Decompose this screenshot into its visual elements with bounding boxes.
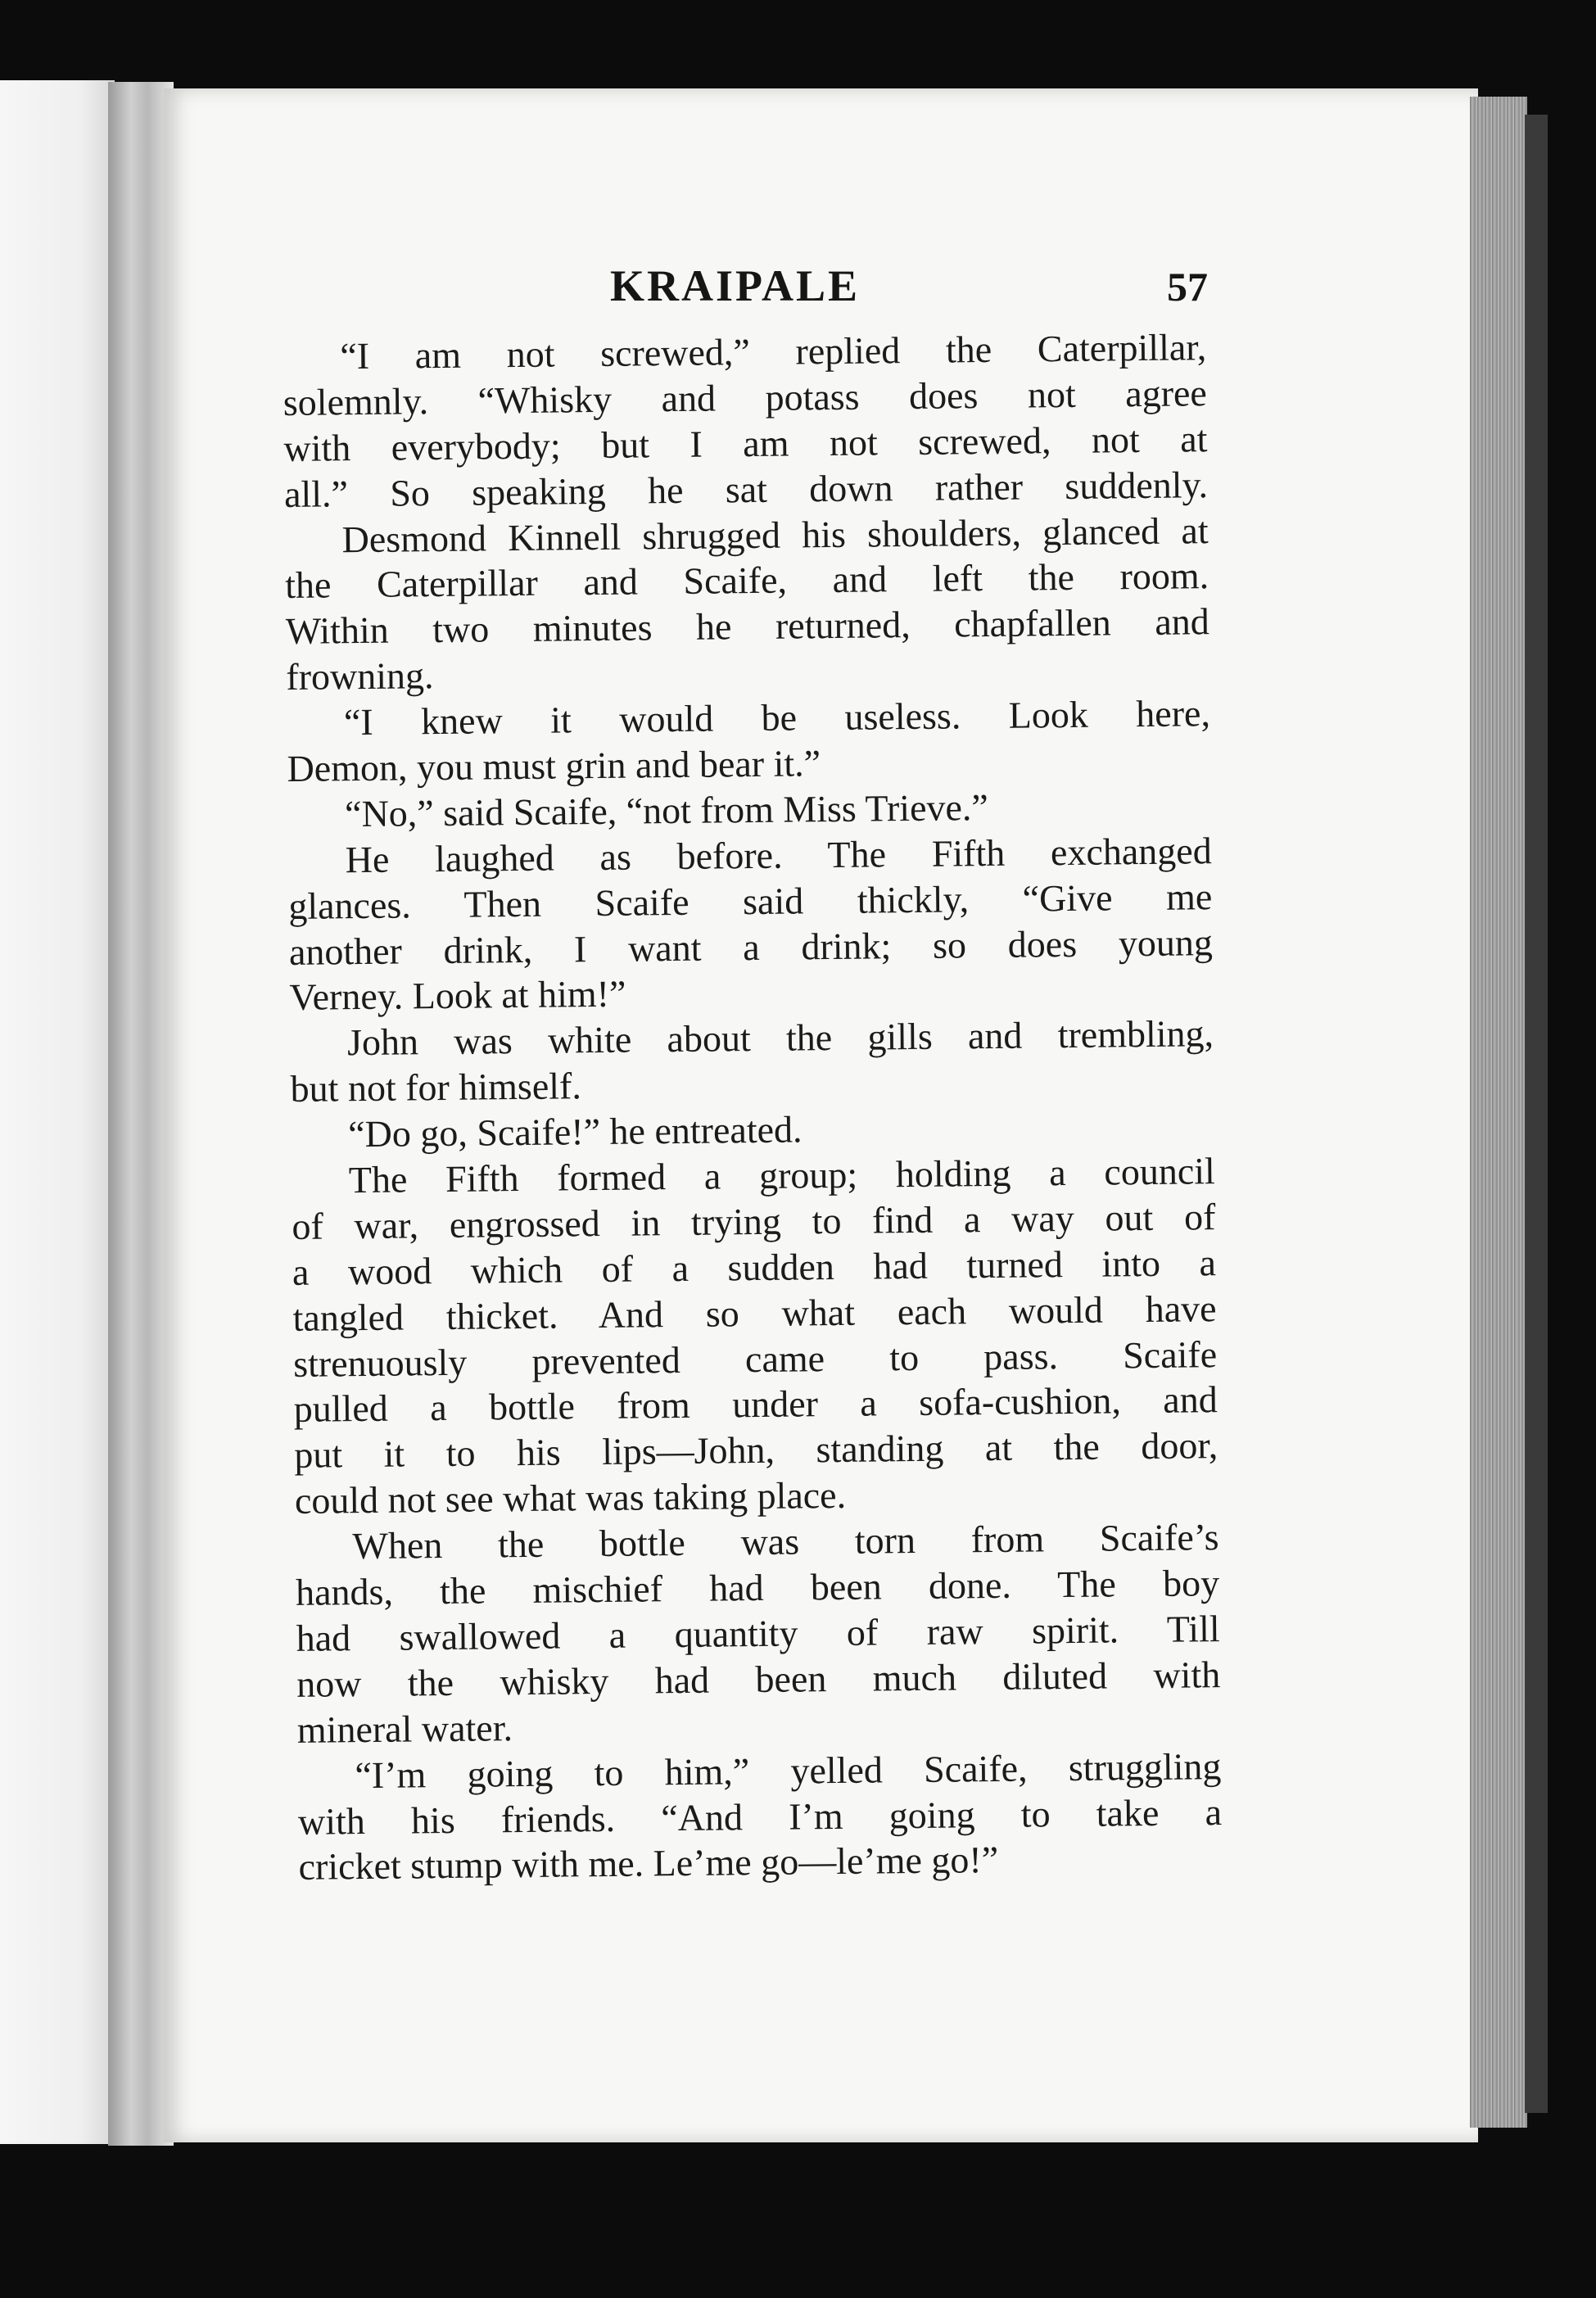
book-cover-edge (1525, 115, 1548, 2113)
page-number: 57 (1167, 264, 1208, 310)
text-line: Demon, you must grin and bear it.” (287, 742, 821, 789)
text-line: “I am not screwed,” replied the Caterpillar, (340, 326, 1207, 378)
text-line: a wood which of a sudden had turned into a (292, 1241, 1217, 1293)
text-line: mineral water. (296, 1706, 513, 1751)
text-line: He laughed as before. The Fifth exchanged (345, 829, 1212, 881)
text-line: but not for himself. (290, 1065, 582, 1111)
page-header (610, 260, 1208, 311)
text-line: John was white about the gills and trembling, (346, 1012, 1214, 1064)
text-line: solemnly. “Whisky and potass does not agree (283, 372, 1208, 423)
text-line: hands, the mischief had been done. The boy (295, 1562, 1220, 1613)
text-line: all.” So speaking he sat down rather suddenly. (283, 463, 1209, 515)
text-line: could not see what was taking place. (294, 1474, 847, 1522)
text-line: strenuously prevented came to pass. Scaife (292, 1332, 1218, 1385)
text-line: When the bottle was torn from Scaife’s (352, 1516, 1219, 1567)
page-edges (1470, 97, 1527, 2128)
text-line: Verney. Look at him!” (289, 973, 626, 1019)
text-line: now the whisky had been much diluted with (296, 1653, 1221, 1705)
text-line: “No,” said Scaife, “not from Miss Trieve.” (344, 785, 989, 835)
text-line: Within two minutes he returned, chapfallen and (285, 600, 1210, 653)
body-text (283, 324, 1223, 1890)
text-line: put it to his lips—John, standing at the door, (294, 1424, 1218, 1477)
text-line: had swallowed a quantity of raw spirit. Till (296, 1608, 1220, 1659)
text-line: another drink, I want a drink; so does young (288, 921, 1214, 973)
text-line: “Do go, Scaife!” he entreated. (347, 1108, 803, 1156)
text-line: the Caterpillar and Scaife, and left the room. (284, 554, 1209, 607)
left-page-margin (0, 80, 115, 2144)
text-line: cricket stump with me. Le’me go—le’me go!” (298, 1839, 999, 1889)
text-line: with his friends. “And I’m going to take a (297, 1790, 1223, 1843)
text-line: “I’m going to him,” yelled Scaife, struggling (355, 1744, 1222, 1796)
text-line: frowning. (286, 654, 434, 699)
text-line: with everybody; but I am not screwed, not at (283, 417, 1208, 469)
text-line: Desmond Kinnell shrugged his shoulders, glanced at (341, 509, 1209, 560)
text-line: pulled a bottle from under a sofa-cushion, and (293, 1378, 1218, 1431)
running-title: KRAIPALE (610, 261, 861, 310)
text-line: “I knew it would be useless. Look here, (343, 692, 1211, 744)
text-line: of war, engrossed in trying to find a way out of (292, 1196, 1216, 1247)
text-line: tangled thicket. And so what each would have (292, 1287, 1217, 1339)
text-line: The Fifth formed a group; holding a council (348, 1150, 1216, 1201)
text-line: glances. Then Scaife said thickly, “Give me (288, 875, 1213, 927)
